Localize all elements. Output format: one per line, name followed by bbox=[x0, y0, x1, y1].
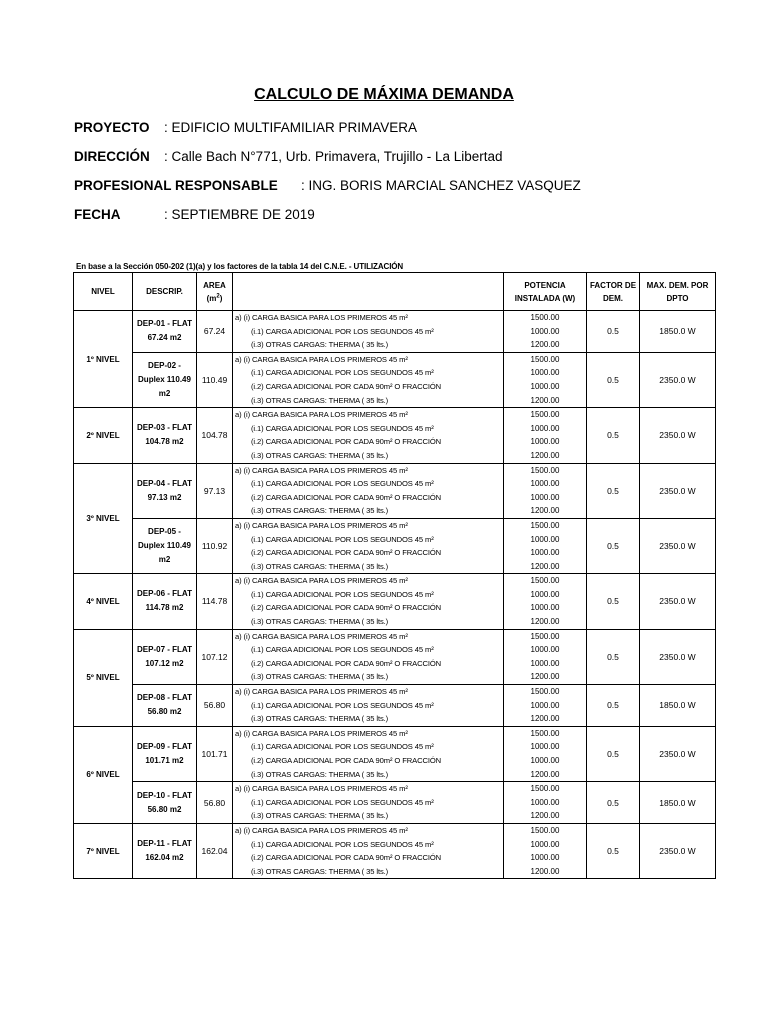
carga-cell: a) (i) CARGA BASICA PARA LOS PRIMEROS 45 m² bbox=[233, 463, 504, 477]
table-row bbox=[74, 311, 716, 325]
basis-note: En base a la Sección 050-202 (1)(a) y los factores de la tabla 14 del C.N.E. - UTILIZACIÓN bbox=[76, 262, 404, 271]
table-row bbox=[74, 629, 716, 643]
header-area-label: AREA bbox=[203, 280, 226, 290]
factor-cell: 0.5 bbox=[587, 823, 640, 878]
table-row bbox=[74, 463, 716, 477]
potencia-cell: 1200.00 bbox=[504, 670, 587, 684]
page-title: CALCULO DE MÁXIMA DEMANDA bbox=[254, 86, 514, 103]
demand-table bbox=[73, 272, 716, 879]
carga-cell: (i.2) CARGA ADICIONAL POR CADA 90m² O FRACCIÓN bbox=[233, 754, 504, 768]
carga-cell: (i.3) OTRAS CARGAS: THERMA ( 35 lts.) bbox=[233, 449, 504, 463]
area-cell: 97.13 bbox=[197, 463, 233, 518]
potencia-cell: 1000.00 bbox=[504, 477, 587, 491]
carga-cell: a) (i) CARGA BASICA PARA LOS PRIMEROS 45 m² bbox=[233, 311, 504, 325]
carga-cell: (i.3) OTRAS CARGAS: THERMA ( 35 lts.) bbox=[233, 712, 504, 726]
potencia-cell: 1200.00 bbox=[504, 615, 587, 629]
potencia-cell: 1500.00 bbox=[504, 685, 587, 699]
potencia-cell: 1000.00 bbox=[504, 643, 587, 657]
header-maxdem: MAX. DEM. POR DPTO bbox=[640, 273, 716, 311]
potencia-cell: 1500.00 bbox=[504, 726, 587, 740]
carga-cell: a) (i) CARGA BASICA PARA LOS PRIMEROS 45 m² bbox=[233, 518, 504, 532]
descrip-cell: DEP-09 - FLAT 101.71 m2 bbox=[133, 726, 197, 781]
maxdem-cell: 2350.0 W bbox=[640, 823, 716, 878]
field-value: : Calle Bach N°771, Urb. Primavera, Trujillo - La Libertad bbox=[164, 149, 503, 164]
factor-cell: 0.5 bbox=[587, 726, 640, 781]
potencia-cell: 1000.00 bbox=[504, 546, 587, 560]
carga-cell: (i.2) CARGA ADICIONAL POR CADA 90m² O FRACCIÓN bbox=[233, 851, 504, 865]
field-label: DIRECCIÓN bbox=[74, 149, 150, 164]
potencia-cell: 1500.00 bbox=[504, 311, 587, 325]
field-proyecto bbox=[74, 120, 418, 135]
area-cell: 104.78 bbox=[197, 408, 233, 463]
table-row bbox=[74, 352, 716, 366]
area-cell: 56.80 bbox=[197, 782, 233, 824]
field-profesional bbox=[74, 178, 581, 193]
maxdem-cell: 2350.0 W bbox=[640, 518, 716, 573]
header-area-unit: $(m^2)$ bbox=[206, 292, 223, 303]
carga-cell: (i.1) CARGA ADICIONAL POR LOS SEGUNDOS 45 m² bbox=[233, 740, 504, 754]
carga-cell: a) (i) CARGA BASICA PARA LOS PRIMEROS 45 m² bbox=[233, 574, 504, 588]
potencia-cell: 1200.00 bbox=[504, 809, 587, 823]
factor-cell: 0.5 bbox=[587, 463, 640, 518]
carga-cell: a) (i) CARGA BASICA PARA LOS PRIMEROS 45 m² bbox=[233, 685, 504, 699]
carga-cell: (i.2) CARGA ADICIONAL POR CADA 90m² O FRACCIÓN bbox=[233, 380, 504, 394]
field-fecha bbox=[74, 207, 315, 222]
maxdem-cell: 2350.0 W bbox=[640, 629, 716, 684]
potencia-cell: 1200.00 bbox=[504, 865, 587, 879]
maxdem-cell: 1850.0 W bbox=[640, 782, 716, 824]
carga-cell: (i.3) OTRAS CARGAS: THERMA ( 35 lts.) bbox=[233, 394, 504, 408]
table-row bbox=[74, 726, 716, 740]
carga-cell: (i.3) OTRAS CARGAS: THERMA ( 35 lts.) bbox=[233, 809, 504, 823]
area-cell: 101.71 bbox=[197, 726, 233, 781]
carga-cell: (i.3) OTRAS CARGAS: THERMA ( 35 lts.) bbox=[233, 670, 504, 684]
maxdem-cell: 2350.0 W bbox=[640, 726, 716, 781]
field-label: PROFESIONAL RESPONSABLE bbox=[74, 178, 278, 193]
table-row bbox=[74, 408, 716, 422]
maxdem-cell: 2350.0 W bbox=[640, 408, 716, 463]
potencia-cell: 1200.00 bbox=[504, 768, 587, 782]
potencia-cell: 1000.00 bbox=[504, 325, 587, 339]
potencia-cell: 1500.00 bbox=[504, 408, 587, 422]
descrip-cell: DEP-04 - FLAT 97.13 m2 bbox=[133, 463, 197, 518]
carga-cell: a) (i) CARGA BASICA PARA LOS PRIMEROS 45 m² bbox=[233, 629, 504, 643]
table-row bbox=[74, 518, 716, 532]
factor-cell: 0.5 bbox=[587, 518, 640, 573]
potencia-cell: 1200.00 bbox=[504, 504, 587, 518]
header-area bbox=[197, 273, 233, 311]
header-potencia: POTENCIA INSTALADA (W) bbox=[504, 273, 587, 311]
potencia-cell: 1000.00 bbox=[504, 796, 587, 810]
potencia-cell: 1500.00 bbox=[504, 463, 587, 477]
carga-cell: (i.2) CARGA ADICIONAL POR CADA 90m² O FRACCIÓN bbox=[233, 435, 504, 449]
nivel-cell: 5º NIVEL bbox=[74, 629, 133, 726]
factor-cell: 0.5 bbox=[587, 408, 640, 463]
potencia-cell: 1000.00 bbox=[504, 422, 587, 436]
maxdem-cell: 2350.0 W bbox=[640, 463, 716, 518]
potencia-cell: 1200.00 bbox=[504, 712, 587, 726]
table-row bbox=[74, 782, 716, 796]
carga-cell: (i.2) CARGA ADICIONAL POR CADA 90m² O FRACCIÓN bbox=[233, 601, 504, 615]
factor-cell: 0.5 bbox=[587, 782, 640, 824]
maxdem-cell: 1850.0 W bbox=[640, 685, 716, 727]
area-cell: 110.49 bbox=[197, 352, 233, 407]
potencia-cell: 1200.00 bbox=[504, 338, 587, 352]
table-row bbox=[74, 823, 716, 837]
potencia-cell: 1000.00 bbox=[504, 533, 587, 547]
carga-cell: a) (i) CARGA BASICA PARA LOS PRIMEROS 45 m² bbox=[233, 823, 504, 837]
descrip-cell: DEP-10 - FLAT 56.80 m2 bbox=[133, 782, 197, 824]
descrip-cell: DEP-03 - FLAT 104.78 m2 bbox=[133, 408, 197, 463]
header-descrip: DESCRIP. bbox=[133, 273, 197, 311]
potencia-cell: 1200.00 bbox=[504, 394, 587, 408]
area-cell: 114.78 bbox=[197, 574, 233, 629]
carga-cell: (i.2) CARGA ADICIONAL POR CADA 90m² O FRACCIÓN bbox=[233, 657, 504, 671]
descrip-cell: DEP-06 - FLAT 114.78 m2 bbox=[133, 574, 197, 629]
field-value: : EDIFICIO MULTIFAMILIAR PRIMAVERA bbox=[164, 120, 418, 135]
carga-cell: (i.3) OTRAS CARGAS: THERMA ( 35 lts.) bbox=[233, 560, 504, 574]
potencia-cell: 1000.00 bbox=[504, 491, 587, 505]
factor-cell: 0.5 bbox=[587, 685, 640, 727]
nivel-cell: 7º NIVEL bbox=[74, 823, 133, 878]
potencia-cell: 1500.00 bbox=[504, 518, 587, 532]
carga-cell: (i.1) CARGA ADICIONAL POR LOS SEGUNDOS 45 m² bbox=[233, 366, 504, 380]
potencia-cell: 1000.00 bbox=[504, 435, 587, 449]
factor-cell: 0.5 bbox=[587, 311, 640, 353]
maxdem-cell: 1850.0 W bbox=[640, 311, 716, 353]
factor-cell: 0.5 bbox=[587, 352, 640, 407]
carga-cell: (i.3) OTRAS CARGAS: THERMA ( 35 lts.) bbox=[233, 615, 504, 629]
carga-cell: a) (i) CARGA BASICA PARA LOS PRIMEROS 45 m² bbox=[233, 726, 504, 740]
table-row bbox=[74, 685, 716, 699]
carga-cell: (i.1) CARGA ADICIONAL POR LOS SEGUNDOS 45 m² bbox=[233, 588, 504, 602]
potencia-cell: 1000.00 bbox=[504, 588, 587, 602]
field-direccion bbox=[74, 149, 503, 164]
header-nivel: NIVEL bbox=[74, 273, 133, 311]
descrip-cell: DEP-07 - FLAT 107.12 m2 bbox=[133, 629, 197, 684]
potencia-cell: 1500.00 bbox=[504, 823, 587, 837]
descrip-cell: DEP-11 - FLAT 162.04 m2 bbox=[133, 823, 197, 878]
factor-cell: 0.5 bbox=[587, 629, 640, 684]
carga-cell: (i.3) OTRAS CARGAS: THERMA ( 35 lts.) bbox=[233, 768, 504, 782]
descrip-cell: DEP-02 - Duplex 110.49 m2 bbox=[133, 352, 197, 407]
potencia-cell: 1500.00 bbox=[504, 352, 587, 366]
factor-cell: 0.5 bbox=[587, 574, 640, 629]
potencia-cell: 1000.00 bbox=[504, 740, 587, 754]
descrip-cell: DEP-05 - Duplex 110.49 m2 bbox=[133, 518, 197, 573]
potencia-cell: 1000.00 bbox=[504, 699, 587, 713]
nivel-cell: 3º NIVEL bbox=[74, 463, 133, 574]
table-header-row bbox=[74, 273, 716, 311]
area-cell: 56.80 bbox=[197, 685, 233, 727]
header-factor: FACTOR DE DEM. bbox=[587, 273, 640, 311]
descrip-cell: DEP-01 - FLAT 67.24 m2 bbox=[133, 311, 197, 353]
header-carga bbox=[233, 273, 504, 311]
potencia-cell: 1500.00 bbox=[504, 629, 587, 643]
field-value: : ING. BORIS MARCIAL SANCHEZ VASQUEZ bbox=[301, 178, 581, 193]
potencia-cell: 1000.00 bbox=[504, 754, 587, 768]
area-cell: 67.24 bbox=[197, 311, 233, 353]
carga-cell: (i.1) CARGA ADICIONAL POR LOS SEGUNDOS 45 m² bbox=[233, 422, 504, 436]
carga-cell: (i.2) CARGA ADICIONAL POR CADA 90m² O FRACCIÓN bbox=[233, 546, 504, 560]
carga-cell: (i.3) OTRAS CARGAS: THERMA ( 35 lts.) bbox=[233, 865, 504, 879]
potencia-cell: 1200.00 bbox=[504, 560, 587, 574]
area-cell: 107.12 bbox=[197, 629, 233, 684]
nivel-cell: 1º NIVEL bbox=[74, 311, 133, 408]
carga-cell: (i.3) OTRAS CARGAS: THERMA ( 35 lts.) bbox=[233, 338, 504, 352]
potencia-cell: 1000.00 bbox=[504, 657, 587, 671]
table-row bbox=[74, 574, 716, 588]
carga-cell: (i.3) OTRAS CARGAS: THERMA ( 35 lts.) bbox=[233, 504, 504, 518]
carga-cell: (i.1) CARGA ADICIONAL POR LOS SEGUNDOS 45 m² bbox=[233, 699, 504, 713]
area-cell: 162.04 bbox=[197, 823, 233, 878]
field-label: PROYECTO bbox=[74, 120, 150, 135]
carga-cell: (i.1) CARGA ADICIONAL POR LOS SEGUNDOS 45 m² bbox=[233, 477, 504, 491]
potencia-cell: 1000.00 bbox=[504, 366, 587, 380]
carga-cell: (i.1) CARGA ADICIONAL POR LOS SEGUNDOS 45 m² bbox=[233, 533, 504, 547]
nivel-cell: 2º NIVEL bbox=[74, 408, 133, 463]
carga-cell: a) (i) CARGA BASICA PARA LOS PRIMEROS 45 m² bbox=[233, 782, 504, 796]
potencia-cell: 1500.00 bbox=[504, 782, 587, 796]
area-cell: 110.92 bbox=[197, 518, 233, 573]
potencia-cell: 1000.00 bbox=[504, 851, 587, 865]
potencia-cell: 1500.00 bbox=[504, 574, 587, 588]
maxdem-cell: 2350.0 W bbox=[640, 352, 716, 407]
carga-cell: (i.1) CARGA ADICIONAL POR LOS SEGUNDOS 45 m² bbox=[233, 796, 504, 810]
maxdem-cell: 2350.0 W bbox=[640, 574, 716, 629]
nivel-cell: 4º NIVEL bbox=[74, 574, 133, 629]
carga-cell: (i.1) CARGA ADICIONAL POR LOS SEGUNDOS 45 m² bbox=[233, 325, 504, 339]
potencia-cell: 1000.00 bbox=[504, 838, 587, 852]
potencia-cell: 1000.00 bbox=[504, 380, 587, 394]
nivel-cell: 6º NIVEL bbox=[74, 726, 133, 823]
carga-cell: (i.1) CARGA ADICIONAL POR LOS SEGUNDOS 45 m² bbox=[233, 643, 504, 657]
descrip-cell: DEP-08 - FLAT 56.80 m2 bbox=[133, 685, 197, 727]
carga-cell: a) (i) CARGA BASICA PARA LOS PRIMEROS 45 m² bbox=[233, 352, 504, 366]
field-label: FECHA bbox=[74, 207, 121, 222]
field-value: : SEPTIEMBRE DE 2019 bbox=[164, 207, 315, 222]
potencia-cell: 1200.00 bbox=[504, 449, 587, 463]
carga-cell: (i.1) CARGA ADICIONAL POR LOS SEGUNDOS 45 m² bbox=[233, 838, 504, 852]
potencia-cell: 1000.00 bbox=[504, 601, 587, 615]
carga-cell: a) (i) CARGA BASICA PARA LOS PRIMEROS 45 m² bbox=[233, 408, 504, 422]
carga-cell: (i.2) CARGA ADICIONAL POR CADA 90m² O FRACCIÓN bbox=[233, 491, 504, 505]
